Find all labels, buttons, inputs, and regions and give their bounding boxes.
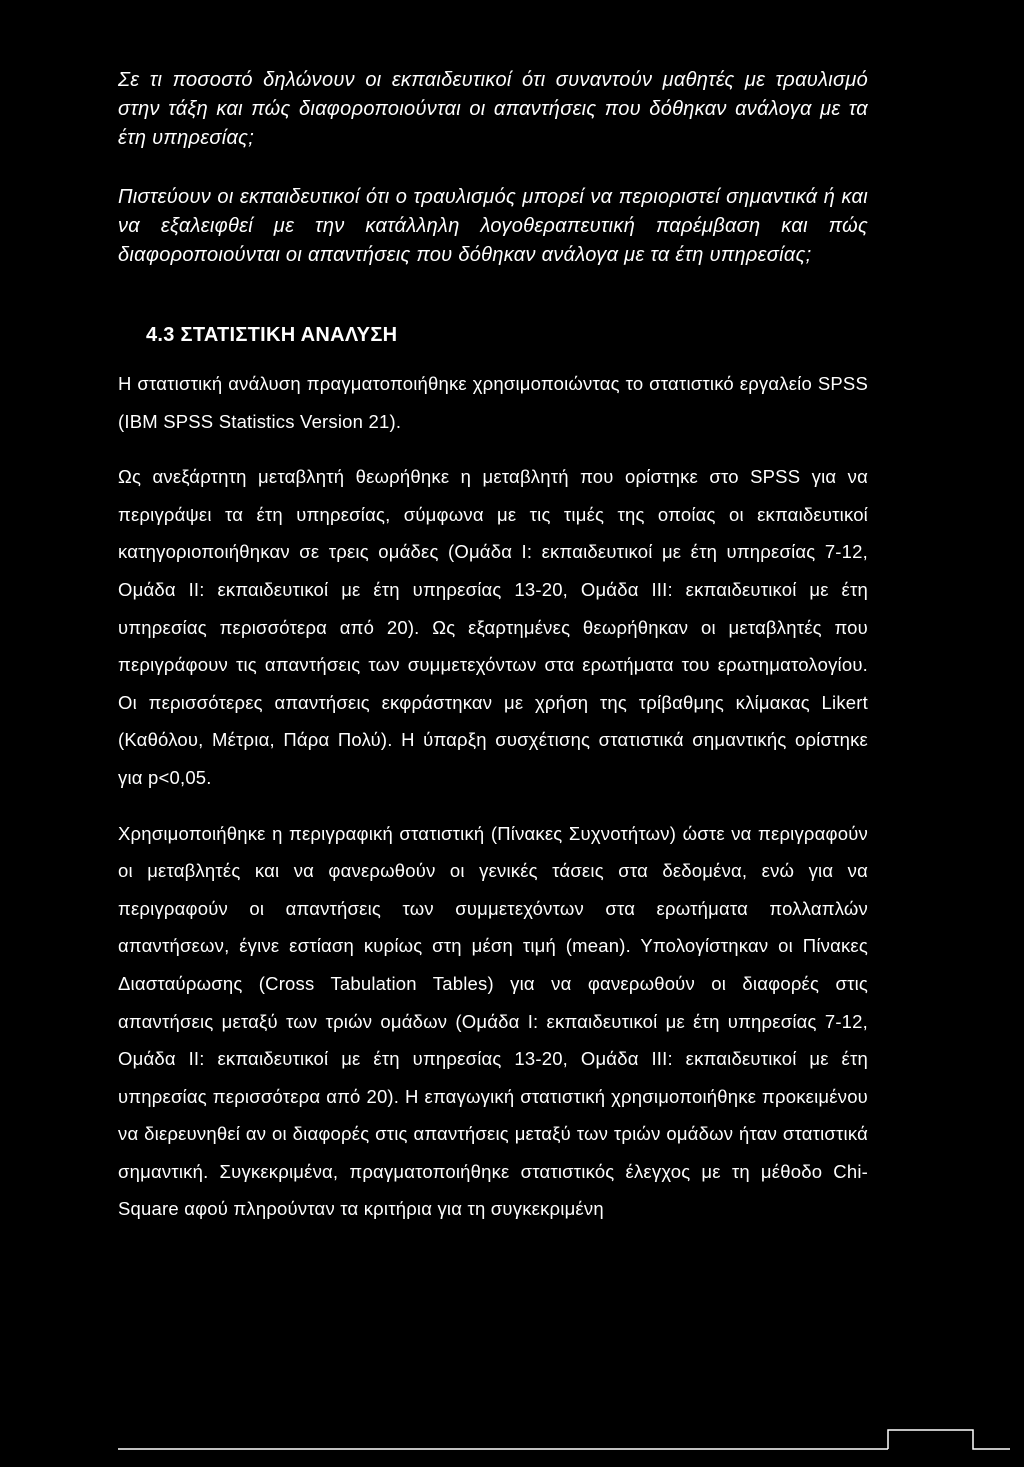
paragraph-methods: Χρησιμοποιήθηκε η περιγραφική στατιστική (Πίνακες Συχνοτήτων) ώστε να περιγραφούν οι μεταβλητές και να φανερωθούν οι γενικές τάσεις στα δεδομένα, ενώ για να περιγραφούν οι απαντήσεις των συμμετεχόντων στα ερωτήματα πολλαπλών απαντήσεων, έγινε εστίαση κυρίως στη μέση τιμή (mean). Υπολογίστηκαν οι Πίνακες Διασταύρωσης (Cross Tabulation Tables) για να φανερωθούν οι διαφορές στις απαντήσεις μεταξύ των τριών ομάδων (Ομάδα I: εκπαιδευτικοί με έτη υπηρεσίας 7-12, Ομάδα II: εκπαιδευτικοί με έτη υπηρεσίας 13-20, Ομάδα III: εκπαιδευτικοί με έτη υπηρεσίας περισσότερα από 20). Η επαγωγική στατιστική χρησιμοποιήθηκε προκειμένου να διερευνηθεί αν οι διαφορές στις απαντήσεις μεταξύ των τριών ομάδων ήταν στατιστικά σημαντική. Συγκεκριμένα, πραγματοποιήθηκε στατιστικός έλεγχος με τη μέθοδο Chi-Square αφού πληρούνταν τα κριτήρια για τη συγκεκριμένη [118,822,868,1220]
research-question-1: Σε τι ποσοστό δηλώνουν οι εκπαιδευτικοί ότι συναντούν μαθητές με τραυλισμό στην τάξη και πώς διαφοροποιούνται οι απαντήσεις που δόθηκαν ανάλογα με τα έτη υπηρεσίας; [118,69,868,149]
research-question-2: Πιστεύουν οι εκπαιδευτικοί ότι ο τραυλισμός μπορεί να περιοριστεί σημαντικά ή και να εξαλειφθεί με την κατάλληλη λογοθεραπευτική παρέμβαση και πώς διαφοροποιούνται οι απαντήσεις που δόθηκαν ανάλογα με τα έτη υπηρεσίας; [118,186,868,266]
footer-line [118,1427,1010,1451]
document-page [118,66,868,1246]
footer-bracket [888,1430,1010,1449]
paragraph-variables: Ως ανεξάρτητη μεταβλητή θεωρήθηκε η μεταβλητή που ορίστηκε στο SPSS για να περιγράψει τα έτη υπηρεσίας, σύμφωνα με τις τιμές της οποίας οι εκπαιδευτικοί κατηγοριοποιήθηκαν σε τρεις ομάδες (Ομάδα I: εκπαιδευτικοί με έτη υπηρεσίας 7-12, Ομάδα II: εκπαιδευτικοί με έτη υπηρεσίας 13-20, Ομάδα III: εκπαιδευτικοί με έτη υπηρεσίας περισσότερα από 20). Ως εξαρτημένες θεωρήθηκαν οι μεταβλητές που περιγράφουν τις απαντήσεις των συμμετεχόντων στα ερωτήματα του ερωτηματολογίου. Οι περισσότερες απαντήσεις εκφράστηκαν με χρήση της τρίβαθμης κλίμακας Likert (Καθόλου, Μέτρια, Πάρα Πολύ). Η ύπαρξη συσχέτισης στατιστικά σημαντικής ορίστηκε για p<0,05. [118,466,868,788]
paragraph-software: Η στατιστική ανάλυση πραγματοποιήθηκε χρησιμοποιώντας το στατιστικό εργαλείο SPSS (IBM SPSS Statistics Version 21). [118,373,868,432]
section-heading: 4.3 ΣΤΑΤΙΣΤΙΚΗ ΑΝΑΛΥΣΗ [146,324,398,346]
